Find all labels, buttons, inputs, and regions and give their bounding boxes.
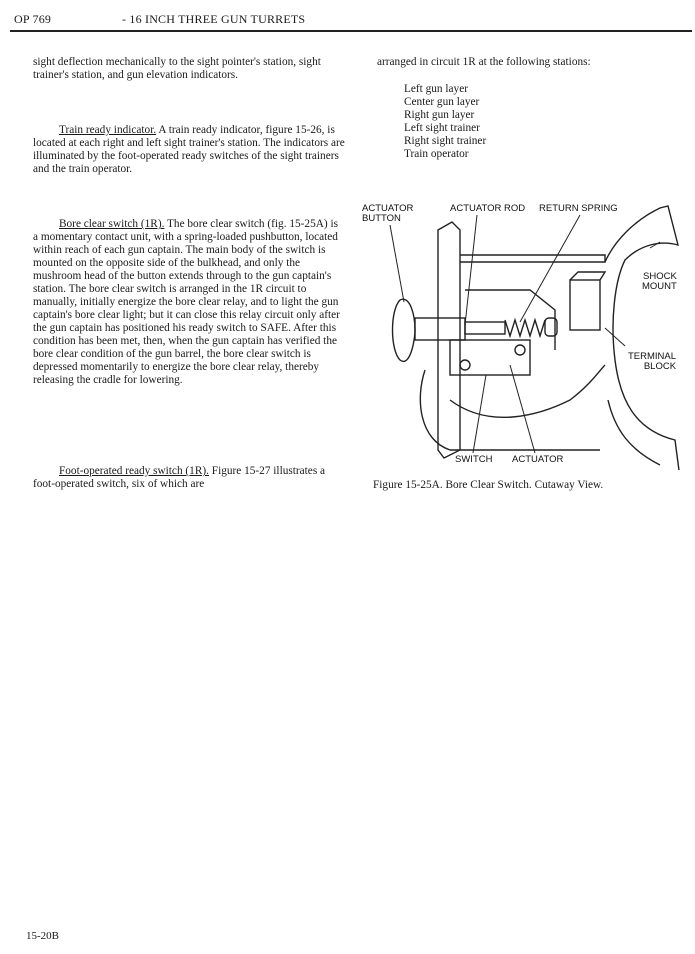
label-text: MOUNT — [642, 281, 677, 292]
list-item: Right gun layer — [404, 109, 475, 121]
paragraph-text: A train ready indicator, figure 15-26, is located at each right and left sight trainer's station. The indicators are illuminated by the foot-operated ready switches of the sight trainers and the train operator. — [33, 124, 345, 175]
label-text: BUTTON — [362, 213, 401, 224]
list-item: Center gun layer — [404, 96, 480, 108]
label-actuator-button — [362, 204, 413, 224]
stations-intro — [377, 56, 687, 69]
document-id: OP 769 — [14, 12, 52, 26]
section-heading: Foot-operated ready switch (1R). — [59, 465, 209, 477]
paragraph-text: Figure 15-27 illustrates a foot-operated switch, six of which are — [33, 465, 326, 490]
label-return-spring: RETURN SPRING — [539, 203, 618, 214]
section-heading: Train ready indicator. — [59, 124, 157, 136]
page-number: 15-20B — [26, 930, 59, 942]
list-item: Train operator — [404, 148, 469, 160]
paragraph-train-ready-indicator — [33, 124, 345, 176]
label-actuator-rod: ACTUATOR ROD — [450, 203, 526, 214]
list-item: Left sight trainer — [404, 122, 480, 134]
stations-list — [404, 83, 486, 161]
label-switch: SWITCH — [455, 454, 493, 465]
paragraph-text: The bore clear switch (fig. 15-25A) is a momentary contact unit, with a spring-loaded pushbutton, located within reach of each gun captain. The main body of the switch is mounted on the opposite side of the bulkhead, and only the mushroom head of the button extends through to the gun captain's station. The bore clear switch is arranged in the 1R circuit to manually, initially energize the bore clear relay, and to light the gun captain's bore clear light; but it can close this relay circuit only after the gun captain has positioned his ready switch to SAFE. After this condition has been met, then, when the gun captain has verified the bore clear condition of the gun barrel, the bore clear switch is depressed momentarily to energize the bore clear relay, thereby releasing the cradle for lowering. — [33, 218, 340, 386]
label-text: TERMINAL — [628, 351, 677, 362]
label-text: BLOCK — [643, 361, 677, 372]
label-terminal-block — [628, 352, 676, 372]
paragraph-bore-clear-switch — [33, 218, 345, 387]
header-rule — [10, 30, 692, 32]
paragraph-foot-operated-switch — [33, 465, 345, 491]
document-title: - 16 INCH THREE GUN TURRETS — [122, 12, 306, 26]
label-text: ACTUATOR — [362, 203, 414, 214]
label-shock-mount — [642, 272, 677, 292]
section-heading: Bore clear switch (1R). — [59, 218, 165, 230]
list-item: Right sight trainer — [404, 135, 487, 147]
list-item: Left gun layer — [404, 83, 468, 95]
paragraph-text: sight deflection mechanically to the sight pointer's station, sight trainer's station, and gun elevation indicators. — [33, 56, 321, 81]
label-actuator: ACTUATOR — [512, 454, 564, 465]
paragraph-text: arranged in circuit 1R at the following stations: — [377, 56, 591, 68]
paragraph-sight-deflection — [33, 56, 345, 82]
bore-clear-switch-figure — [360, 200, 690, 470]
label-text: SHOCK — [643, 271, 677, 282]
cutaway-drawing — [360, 200, 690, 470]
figure-caption: Figure 15-25A. Bore Clear Switch. Cutaway View. — [373, 479, 604, 491]
